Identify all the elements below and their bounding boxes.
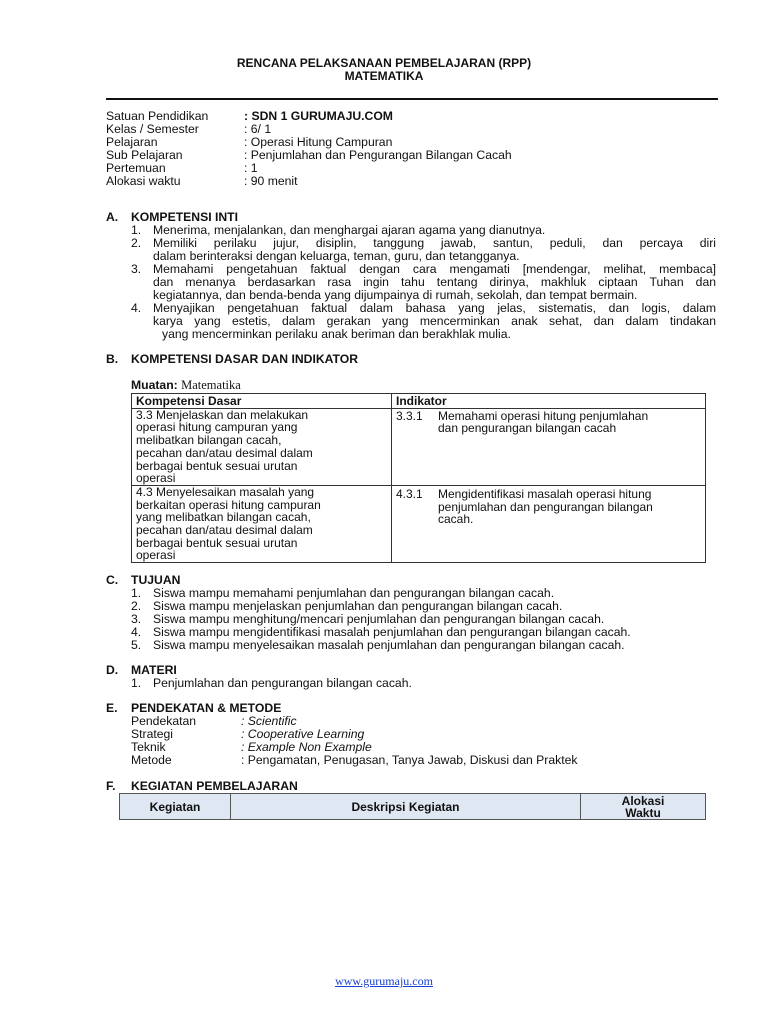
identity-label: Satuan Pendidikan xyxy=(106,109,209,123)
kd-text-line: berbagai bentuk sesuai urutan xyxy=(136,535,298,550)
list-number: 5. xyxy=(131,638,142,652)
identity-label: Sub Pelajaran xyxy=(106,148,183,162)
indikator-item xyxy=(396,488,701,526)
list-item-text: kegiatannya, dan benda-benda yang dijumpainya di rumah, sekolah, dan tempat bermain. xyxy=(153,288,638,302)
list-item xyxy=(131,677,716,690)
list-number: 1. xyxy=(131,223,142,237)
list-item-text: Siswa mampu menjelaskan penjumlahan dan pengurangan bilangan cacah. xyxy=(153,599,563,613)
section-c-heading: C. TUJUAN xyxy=(106,573,181,587)
title-rule xyxy=(106,98,718,100)
kompetensi-inti-list xyxy=(131,224,716,341)
kd-text-line: berkaitan operasi hitung campuran xyxy=(136,497,321,512)
kd-text-line: pecahan dan/atau desimal dalam xyxy=(136,445,313,460)
indikator-cell xyxy=(392,408,706,485)
muatan-label: Muatan: xyxy=(131,378,178,392)
list-item-text: Memiliki perilaku jujur, disiplin, tanggung jawab, santun, peduli, dan percaya diri xyxy=(153,236,716,250)
list-item-text: Siswa mampu menyelesaikan masalah penjumlahan dan pengurangan bilangan cacah. xyxy=(153,638,625,652)
header-kegiatan: Kegiatan xyxy=(120,794,231,820)
kd-text-line: 4.3 Menyelesaikan masalah yang xyxy=(136,484,315,499)
identity-value: : SDN 1 GURUMAJU.COM xyxy=(244,109,393,123)
doc-subtitle: MATEMATIKA xyxy=(344,69,424,83)
section-d-heading: D. MATERI xyxy=(106,663,177,677)
list-item-text: dan menanya berdasarkan rasa ingin tahu tentang dirinya, makhluk ciptaan Tuhan dan xyxy=(153,275,716,289)
list-item-text: Siswa mampu memahami penjumlahan dan pengurangan bilangan cacah. xyxy=(153,586,555,600)
kegiatan-table xyxy=(119,793,706,820)
identity-value: : Operasi Hitung Campuran xyxy=(244,135,393,149)
list-item-text: Menerima, menjalankan, dan menghargai ajaran agama yang dianutnya. xyxy=(153,223,546,237)
list-item-text: yang mencerminkan perilaku anak beriman dan berakhlak mulia. xyxy=(162,327,511,341)
section-b-heading: B. KOMPETENSI DASAR DAN INDIKATOR xyxy=(106,352,359,366)
kd-text-line: 3.3 Menjelaskan dan melakukan xyxy=(136,407,309,422)
identity-value: : 6/ 1 xyxy=(244,122,272,136)
header-indikator: Indikator xyxy=(392,394,706,409)
list-item-text: karya yang estetis, dalam gerakan yang mencerminkan anak sehat, dan dalam tindakan xyxy=(153,314,716,328)
kompetensi-table xyxy=(131,393,706,563)
list-item-text: Siswa mampu menghitung/mencari penjumlahan dan pengurangan bilangan cacah. xyxy=(153,612,605,626)
identity-label: Kelas / Semester xyxy=(106,122,199,136)
identity-label: Pelajaran xyxy=(106,135,158,149)
approach-label: Teknik xyxy=(131,740,166,754)
approach-label: Strategi xyxy=(131,727,174,741)
section-f-heading: F. KEGIATAN PEMBELAJARAN xyxy=(106,779,298,793)
identity-label: Alokasi waktu xyxy=(106,174,181,188)
footer-url[interactable]: www.gurumaju.com xyxy=(335,974,433,988)
approach-value: : Pengamatan, Penugasan, Tanya Jawab, Diskusi dan Praktek xyxy=(241,753,578,767)
list-number: 2. xyxy=(131,236,142,250)
approach-value: : Scientific xyxy=(241,714,297,728)
header-kompetensi-dasar: Kompetensi Dasar xyxy=(132,394,392,409)
list-number: 4. xyxy=(131,301,142,315)
doc-title: RENCANA PELAKSANAAN PEMBELAJARAN (RPP) xyxy=(236,56,532,70)
list-item-text: Siswa mampu mengidentifikasi masalah penjumlahan dan pengurangan bilangan cacah. xyxy=(153,625,631,639)
indikator-cell xyxy=(392,485,706,562)
kd-text-line: operasi xyxy=(136,548,176,563)
kd-text-line: operasi hitung campuran yang xyxy=(136,420,298,435)
kd-text-line: operasi xyxy=(136,471,176,486)
indikator-text-line: dan pengurangan bilangan cacah xyxy=(438,421,617,436)
list-item-text: Memahami pengetahuan faktual dengan cara mengamati [mendengar, melihat, membaca] xyxy=(153,262,716,276)
list-item-text: Penjumlahan dan pengurangan bilangan cacah. xyxy=(153,676,412,690)
table-row xyxy=(132,485,706,562)
list-item xyxy=(131,639,716,652)
kd-text-line: pecahan dan/atau desimal dalam xyxy=(136,523,313,538)
list-number: 3. xyxy=(131,262,142,276)
identity-value: : Penjumlahan dan Pengurangan Bilangan Cacah xyxy=(244,148,512,162)
list-number: 1. xyxy=(131,676,142,690)
list-number: 1. xyxy=(131,586,142,600)
kompetensi-dasar-cell xyxy=(132,485,392,562)
header-alokasi-waktu: Alokasi Waktu xyxy=(581,794,706,820)
indikator-text-line: Memahami operasi hitung penjumlahan xyxy=(438,408,649,423)
kd-text-line: yang melibatkan bilangan cacah, xyxy=(136,510,311,525)
muatan-line xyxy=(131,379,241,392)
identity-value: : 1 xyxy=(244,161,258,175)
indikator-item xyxy=(396,410,701,435)
approach-label: Metode xyxy=(131,753,172,767)
indikator-text-line: penjumlahan dan pengurangan bilangan xyxy=(438,499,653,514)
table-header-row xyxy=(132,394,706,409)
indikator-code: 3.3.1 xyxy=(396,408,423,423)
tujuan-list xyxy=(131,587,716,652)
list-item-text: Menyajikan pengetahuan faktual dalam bahasa yang jelas, sistematis, dan logis, dalam xyxy=(153,301,716,315)
indikator-code: 4.3.1 xyxy=(396,486,423,501)
kompetensi-dasar-cell xyxy=(132,408,392,485)
kd-text-line: berbagai bentuk sesuai urutan xyxy=(136,458,298,473)
header-deskripsi: Deskripsi Kegiatan xyxy=(231,794,581,820)
identity-value: : 90 menit xyxy=(244,174,298,188)
identity-label: Pertemuan xyxy=(106,161,166,175)
indikator-text xyxy=(438,410,648,435)
indikator-text-line: cacah. xyxy=(438,512,474,527)
list-number: 3. xyxy=(131,612,142,626)
kd-text-line: melibatkan bilangan cacah, xyxy=(136,433,282,448)
list-number: 2. xyxy=(131,599,142,613)
table-row xyxy=(132,408,706,485)
list-item-line xyxy=(131,328,716,341)
section-e-heading: E. PENDEKATAN & METODE xyxy=(106,701,282,715)
indikator-text-line: Mengidentifikasi masalah operasi hitung xyxy=(438,486,652,501)
list-number: 4. xyxy=(131,625,142,639)
section-a-heading: A. KOMPETENSI INTI xyxy=(106,210,238,224)
approach-value: : Cooperative Learning xyxy=(241,727,365,741)
muatan-value: Matematika xyxy=(181,378,241,392)
indikator-text xyxy=(438,488,653,526)
approach-value: : Example Non Example xyxy=(241,740,372,754)
kegiatan-header-row xyxy=(120,794,706,820)
list-item-text: dalam berinteraksi dengan keluarga, teman, guru, dan tetangganya. xyxy=(153,249,520,263)
materi-list xyxy=(131,677,716,690)
approach-label: Pendekatan xyxy=(131,714,197,728)
